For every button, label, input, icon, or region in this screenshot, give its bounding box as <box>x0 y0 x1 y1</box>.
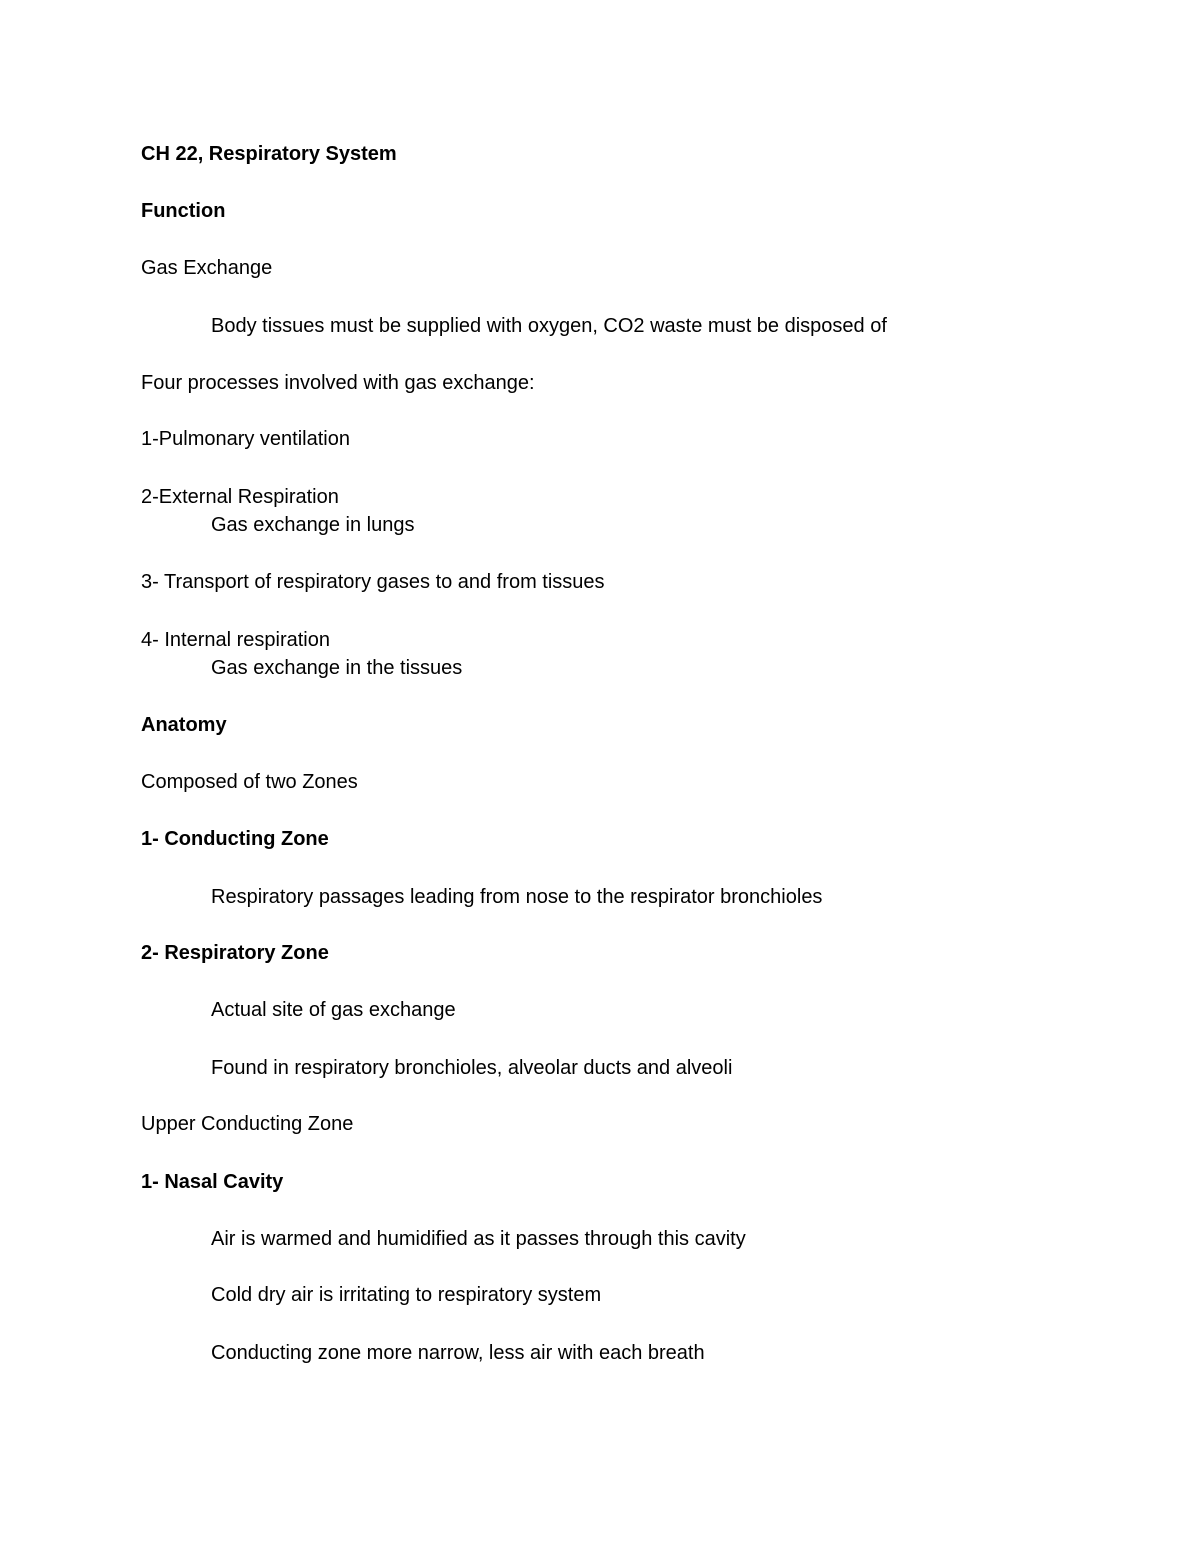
process-item-2: 2-External Respiration <box>141 486 339 508</box>
nasal-cavity-heading: 1- Nasal Cavity <box>141 1171 284 1193</box>
conducting-zone-detail: Respiratory passages leading from nose to the respirator bronchioles <box>211 886 823 908</box>
process-item-1: 1-Pulmonary ventilation <box>141 428 350 450</box>
process-item-4-detail: Gas exchange in the tissues <box>211 657 463 679</box>
nasal-cavity-detail: Air is warmed and humidified as it passes through this cavity <box>211 1228 746 1250</box>
process-item-2-detail: Gas exchange in lungs <box>211 514 415 536</box>
function-heading: Function <box>141 200 226 222</box>
respiratory-zone-detail: Found in respiratory bronchioles, alveolar ducts and alveoli <box>211 1057 733 1079</box>
conducting-zone-heading: 1- Conducting Zone <box>141 828 329 850</box>
upper-conducting-zone-label: Upper Conducting Zone <box>141 1113 354 1135</box>
gas-exchange-note: Body tissues must be supplied with oxygen, CO2 waste must be disposed of <box>211 315 887 337</box>
respiratory-zone-detail: Actual site of gas exchange <box>211 999 456 1021</box>
respiratory-zone-heading: 2- Respiratory Zone <box>141 942 329 964</box>
page-title: CH 22, Respiratory System <box>141 143 397 165</box>
nasal-cavity-detail: Cold dry air is irritating to respiratory system <box>211 1284 602 1306</box>
nasal-cavity-detail: Conducting zone more narrow, less air with each breath <box>211 1342 705 1364</box>
process-item-3: 3- Transport of respiratory gases to and from tissues <box>141 571 605 593</box>
zones-intro: Composed of two Zones <box>141 771 358 793</box>
anatomy-heading: Anatomy <box>141 714 227 736</box>
processes-intro: Four processes involved with gas exchange: <box>141 372 535 394</box>
gas-exchange-label: Gas Exchange <box>141 257 273 279</box>
process-item-4: 4- Internal respiration <box>141 629 330 651</box>
